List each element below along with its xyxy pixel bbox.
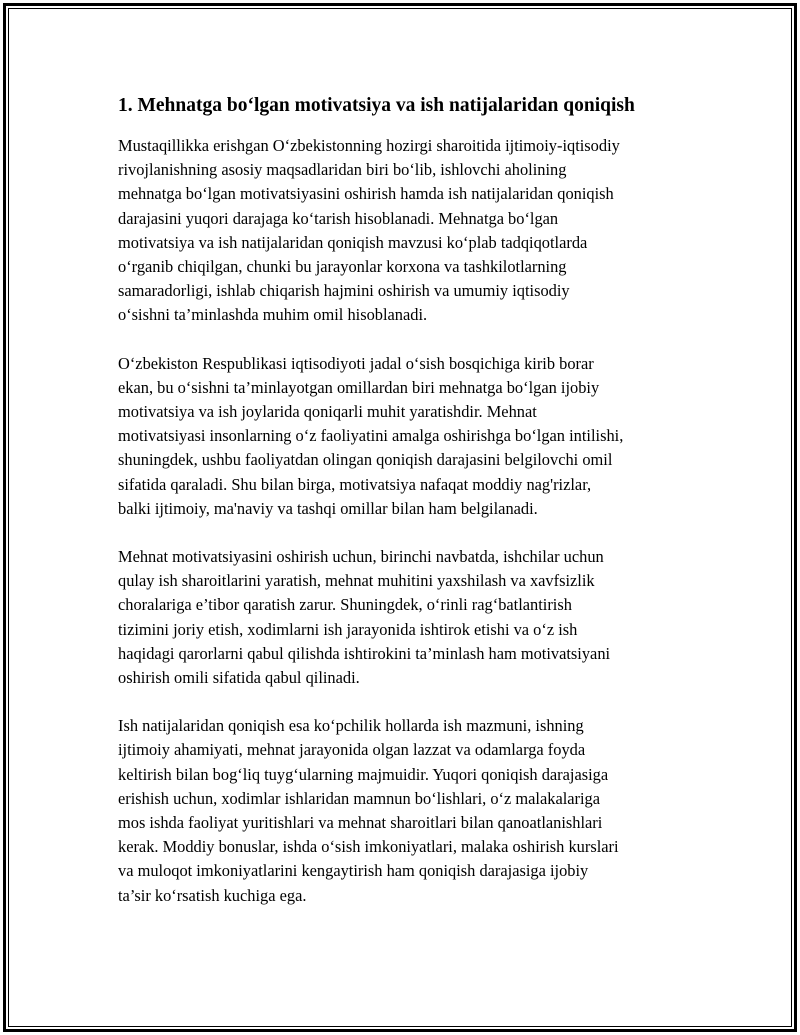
paragraph-line: va muloqot imkoniyatlarini kengaytirish ham qoniqish darajasiga ijobiy: [118, 861, 589, 881]
paragraph-line: mos ishda faoliyat yuritishlari va mehnat sharoitlari bilan qanoatlanishlari: [118, 813, 603, 833]
paragraph-line: motivatsiyasi insonlarning o‘z faoliyatini amalga oshirishga bo‘lgan intilishi,: [118, 426, 624, 446]
paragraph-line: darajasini yuqori darajaga ko‘tarish hisoblanadi. Mehnatga bo‘lgan: [118, 208, 559, 228]
paragraph-line: Ish natijalaridan qoniqish esa ko‘pchilik hollarda ish mazmuni, ishning: [118, 716, 584, 736]
paragraph-line: O‘zbekiston Respublikasi iqtisodiyoti jadal o‘sish bosqichiga kirib borar: [118, 353, 594, 373]
paragraph-line: qulay ish sharoitlarini yaratish, mehnat muhitini yaxshilash va xavfsizlik: [118, 571, 595, 591]
paragraph-line: ta’sir ko‘rsatish kuchiga ega.: [118, 885, 307, 905]
document-body: [118, 94, 693, 932]
paragraph-4: [118, 714, 693, 908]
paragraph-line: kerak. Moddiy bonuslar, ishda o‘sish imkoniyatlari, malaka oshirish kurslari: [118, 837, 619, 857]
paragraph-line: Mehnat motivatsiyasini oshirish uchun, birinchi navbatda, ishchilar uchun: [118, 547, 604, 567]
paragraph-line: ekan, bu o‘sishni ta’minlayotgan omillardan biri mehnatga bo‘lgan ijobiy: [118, 377, 600, 397]
paragraph-line: o‘rganib chiqilgan, chunki bu jarayonlar korxona va tashkilotlarning: [118, 257, 567, 277]
paragraph-line: keltirish bilan bog‘liq tuyg‘ularning majmuidir. Yuqori qoniqish darajasiga: [118, 764, 609, 784]
paragraph-3: [118, 545, 693, 690]
paragraph-line: tizimini joriy etish, xodimlarni ish jarayonida ishtirok etishi va o‘z ish: [118, 619, 578, 639]
paragraph-line: samaradorligi, ishlab chiqarish hajmini oshirish va umumiy iqtisodiy: [118, 281, 570, 301]
paragraph-line: choralariga e’tibor qaratish zarur. Shuningdek, o‘rinli rag‘batlantirish: [118, 595, 572, 615]
paragraph-line: rivojlanishning asosiy maqsadlaridan biri bo‘lib, ishlovchi aholining: [118, 160, 567, 180]
paragraph-line: oshirish omili sifatida qabul qilinadi.: [118, 668, 360, 688]
paragraph-2: [118, 352, 693, 521]
paragraph-line: o‘sishni ta’minlashda muhim omil hisoblanadi.: [118, 305, 428, 325]
paragraph-line: haqidagi qarorlarni qabul qilishda ishtirokini ta’minlash ham motivatsiyani: [118, 643, 611, 663]
paragraph-line: erishish uchun, xodimlar ishlaridan mamnun bo‘lishlari, o‘z malakalariga: [118, 788, 601, 808]
paragraph-line: motivatsiya va ish natijalaridan qoniqish mavzusi ko‘plab tadqiqotlarda: [118, 232, 588, 252]
paragraph-line: Mustaqillikka erishgan O‘zbekistonning hozirgi sharoitida ijtimoiy-iqtisodiy: [118, 136, 620, 155]
paragraph-line: shuningdek, ushbu faoliyatdan olingan qoniqish darajasini belgilovchi omil: [118, 450, 613, 470]
paragraph-line: sifatida qaraladi. Shu bilan birga, motivatsiya nafaqat moddiy nag'rizlar,: [118, 474, 592, 494]
paragraph-line: motivatsiya va ish joylarida qoniqarli muhit yaratishdir. Mehnat: [118, 402, 537, 422]
paragraph-line: mehnatga bo‘lgan motivatsiyasini oshirish hamda ish natijalaridan qoniqish: [118, 184, 614, 204]
paragraph-line: ijtimoiy ahamiyati, mehnat jarayonida olgan lazzat va odamlarga foyda: [118, 740, 586, 760]
paragraph-line: balki ijtimoiy, ma'naviy va tashqi omillar bilan ham belgilanadi.: [118, 498, 538, 518]
paragraph-1: [118, 134, 693, 328]
section-heading: 1. Mehnatga bo‘lgan motivatsiya va ish natijalaridan qoniqish: [118, 95, 635, 116]
